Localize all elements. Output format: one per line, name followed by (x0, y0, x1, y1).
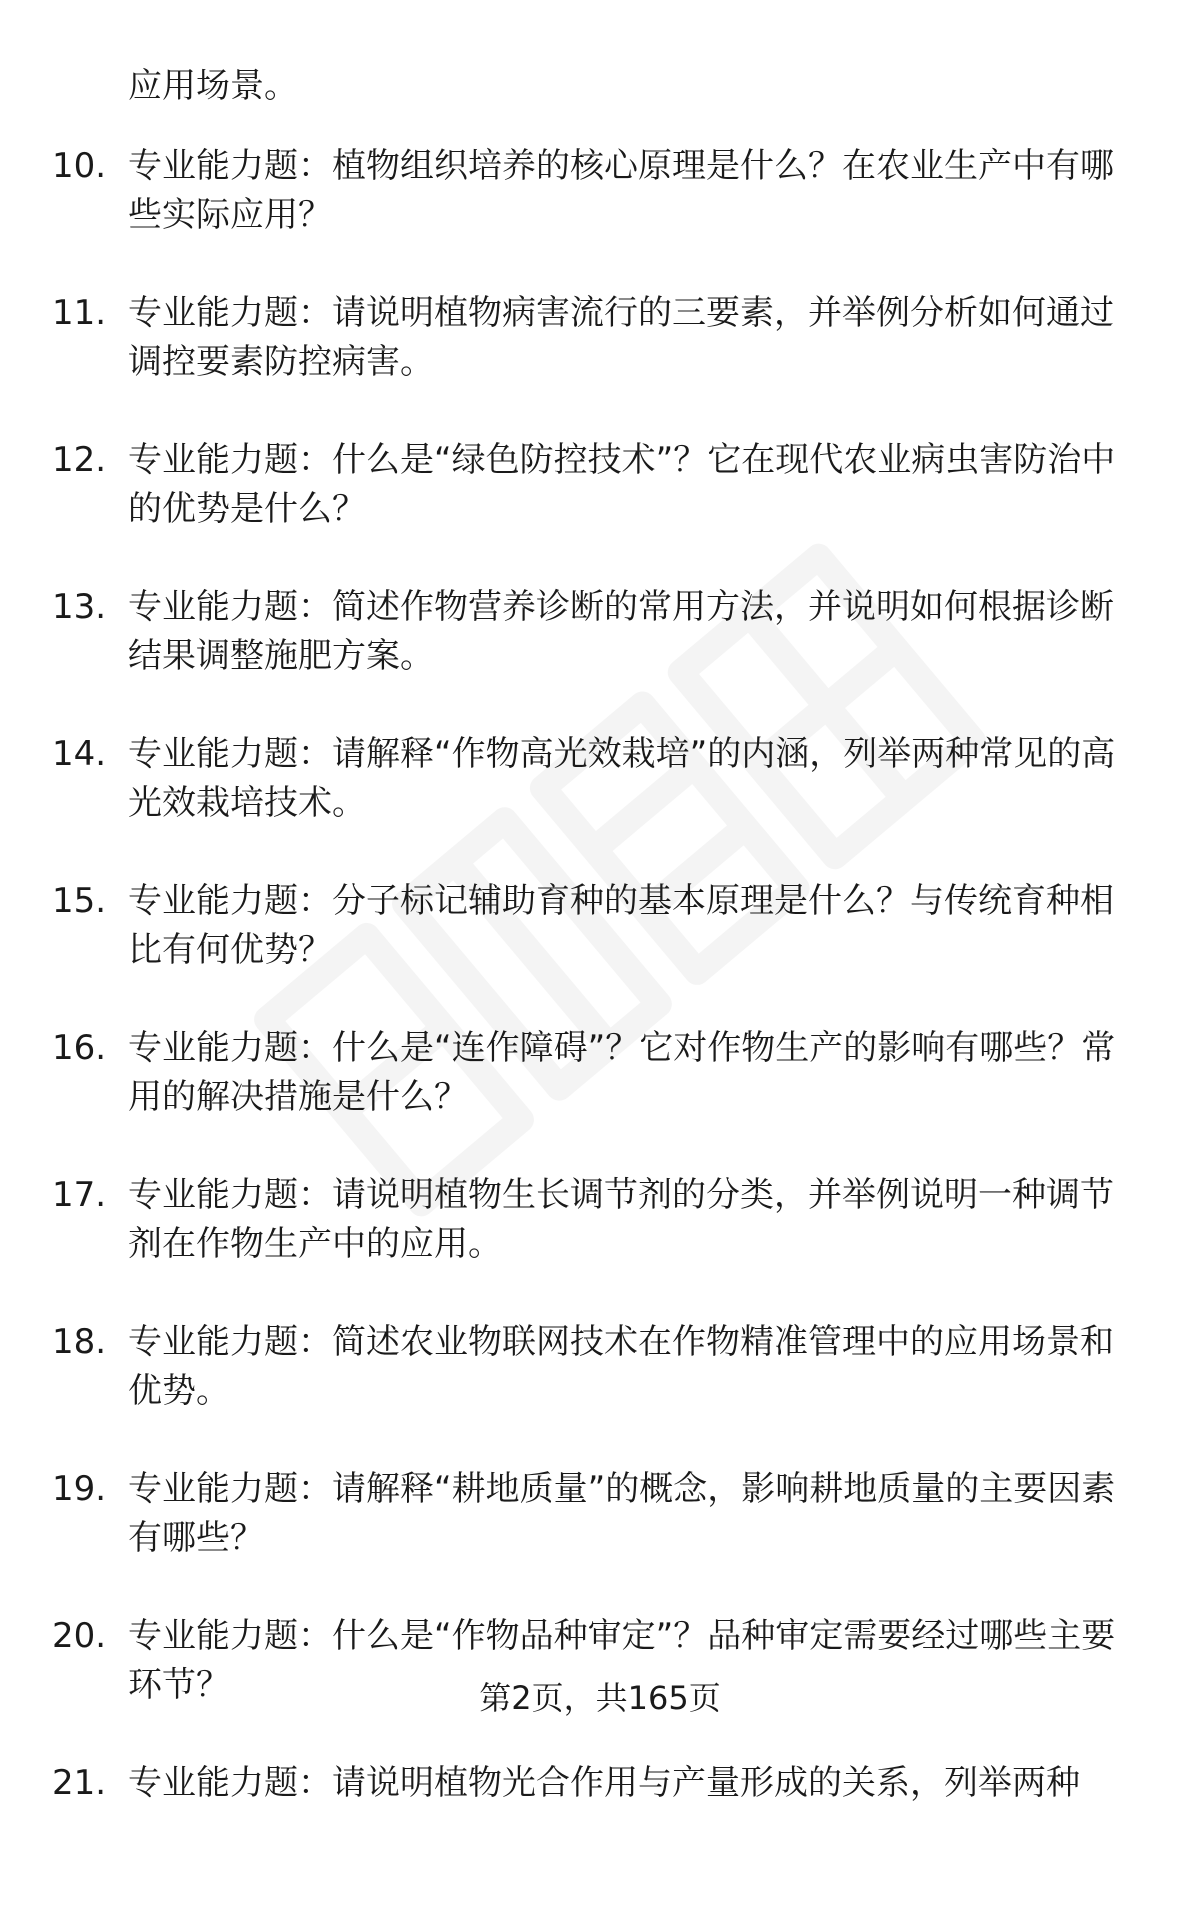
item-number: 13. (52, 587, 107, 627)
list-item (0, 1465, 1200, 1612)
item-number: 17. (52, 1175, 107, 1215)
item-number: 19. (52, 1469, 107, 1509)
item-number: 16. (52, 1028, 107, 1068)
list-item (0, 1171, 1200, 1318)
item-number: 18. (52, 1322, 107, 1362)
page-footer: 第2页，共165页 (479, 1679, 721, 1717)
item-number: 12. (52, 440, 107, 480)
item-number: 20. (52, 1616, 107, 1656)
item-text: 专业能力题：什么是“作物品种审定”？品种审定需要经过哪些主要环节？ (128, 1616, 1116, 1705)
item-number: 21. (52, 1763, 107, 1803)
list-item (0, 436, 1200, 583)
item-number: 11. (52, 293, 107, 333)
item-text: 专业能力题：简述农业物联网技术在作物精准管理中的应用场景和优势。 (128, 1322, 1114, 1411)
list-item (0, 142, 1200, 289)
list-item (0, 289, 1200, 436)
item-text: 专业能力题：请解释“作物高光效栽培”的内涵，列举两种常见的高光效栽培技术。 (128, 734, 1116, 823)
item-number: 15. (52, 881, 107, 921)
list-item (0, 730, 1200, 877)
item-text: 专业能力题：分子标记辅助育种的基本原理是什么？与传统育种相比有何优势？ (128, 881, 1114, 970)
list-item (0, 1024, 1200, 1171)
item-text: 专业能力题：请解释“耕地质量”的概念，影响耕地质量的主要因素有哪些？ (128, 1469, 1116, 1558)
item-number: 14. (52, 734, 107, 774)
item-text: 专业能力题：请说明植物生长调节剂的分类，并举例说明一种调节剂在作物生产中的应用。 (128, 1175, 1114, 1264)
continuation-text: 应用场景。 (128, 66, 298, 106)
item-text: 专业能力题：请说明植物光合作用与产量形成的关系，列举两种 (128, 1763, 1080, 1803)
item-text: 专业能力题：简述作物营养诊断的常用方法，并说明如何根据诊断结果调整施肥方案。 (128, 587, 1114, 676)
list-item (0, 1759, 1200, 1906)
question-list (0, 142, 1200, 1906)
item-text: 专业能力题：什么是“绿色防控技术”？它在现代农业病虫害防治中的优势是什么？ (128, 440, 1116, 529)
item-text: 专业能力题：什么是“连作障碍”？它对作物生产的影响有哪些？常用的解决措施是什么？ (128, 1028, 1116, 1117)
list-item (0, 877, 1200, 1024)
list-item (0, 583, 1200, 730)
item-text: 专业能力题：请说明植物病害流行的三要素，并举例分析如何通过调控要素防控病害。 (128, 293, 1114, 382)
item-text: 专业能力题：植物组织培养的核心原理是什么？在农业生产中有哪些实际应用？ (128, 146, 1114, 235)
list-item (0, 1318, 1200, 1465)
item-number: 10. (52, 146, 107, 186)
